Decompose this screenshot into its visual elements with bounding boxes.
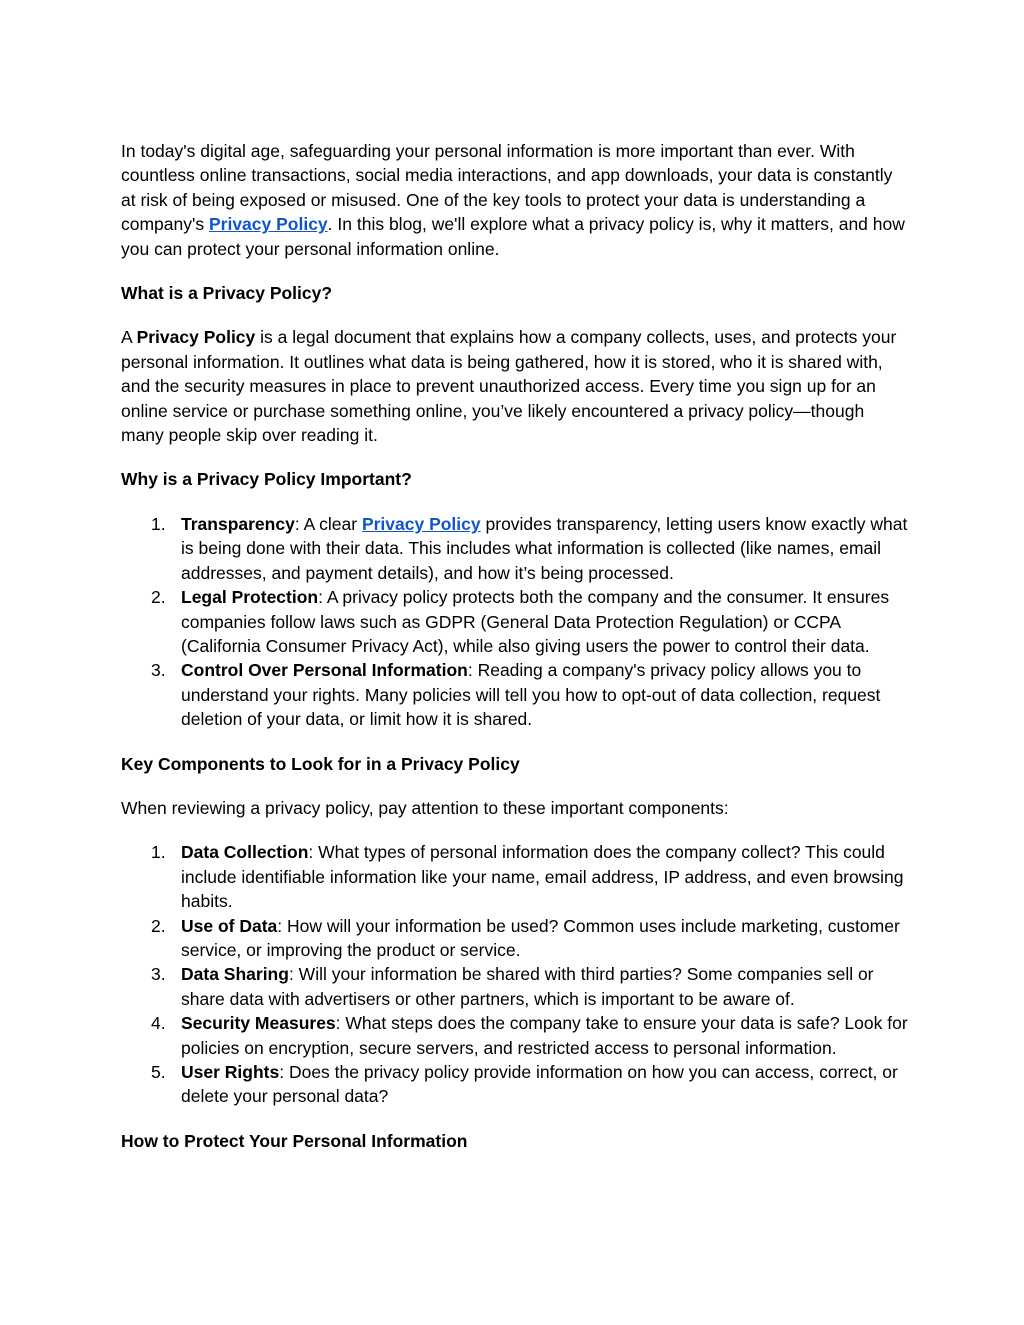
list-item: [121, 840, 911, 913]
section-heading-why-important: Why is a Privacy Policy Important?: [121, 469, 412, 490]
intro-text-start: In today's digital age, safeguarding your personal information is more important than ever. With countless online transactions, social media interactions, and app downloads, your data is constantly at risk of being exposed or misused. One of the key tools to protect your data is understanding a company's: [121, 141, 893, 235]
privacy-policy-link[interactable]: Privacy Policy: [361, 513, 481, 534]
list-item-number: 5.: [151, 1062, 166, 1082]
components-intro-paragraph: When reviewing a privacy policy, pay attention to these important components:: [121, 797, 729, 818]
list-item-text: : A privacy policy protects both the company and the consumer. It ensures companies follow laws such as GDPR (General Data Protection Regulation) or CCPA (California Consumer Privacy Act), while also giving users the power to control their data.: [181, 587, 890, 656]
list-item-number: 2.: [151, 587, 166, 608]
list-item-number: 1.: [151, 513, 166, 534]
definition-text: is a legal document that explains how a company collects, uses, and protects your personal information. It outlines what data is being gathered, how it is stored, who it is shared with, and the security measures in place to prevent unauthorized access. Every time you sign up for an online service or purchase something online, you’ve likely encountered a privacy policy—though many people skip over reading it.: [121, 327, 897, 446]
list-item-term: Control Over Personal Information: [181, 660, 468, 681]
list-item-text: : Does the privacy policy provide information on how you can access, correct, or delete your personal data?: [181, 1062, 898, 1107]
list-item-number: 3.: [151, 964, 166, 985]
list-item-term: Security Measures: [181, 1013, 336, 1034]
section-heading-what-is: What is a Privacy Policy?: [121, 283, 333, 304]
importance-list: [121, 512, 911, 732]
list-item: [121, 658, 911, 731]
definition-text-start: A: [121, 327, 137, 348]
definition-term: Privacy Policy: [136, 327, 256, 348]
document-body: [121, 139, 911, 1173]
list-item: [121, 1060, 911, 1109]
intro-text-end: . In this blog, we'll explore what a privacy policy is, why it matters, and how you can protect your personal information online.: [121, 214, 905, 259]
list-item: [121, 914, 911, 963]
list-item: [121, 512, 911, 585]
list-item-term: Data Collection: [181, 842, 309, 863]
list-item-text: : How will your information be used? Common uses include marketing, customer service, or improving the product or service.: [181, 915, 900, 960]
list-item-text: provides transparency, letting users know exactly what is being done with their data. This includes what information is collected (like names, email addresses, and payment details), and how it’s being processed.: [181, 513, 908, 583]
list-item-number: 3.: [151, 660, 166, 681]
definition-paragraph: [121, 325, 911, 447]
privacy-policy-link[interactable]: Privacy Policy: [208, 214, 328, 235]
list-item-number: 4.: [151, 1013, 166, 1034]
list-item: [121, 585, 911, 658]
list-item-term: Transparency: [181, 513, 295, 534]
components-list: [121, 840, 911, 1108]
list-item-number: 2.: [151, 915, 166, 936]
list-item-text: : What steps does the company take to ensure your data is safe? Look for policies on encryption, secure servers, and restricted access to personal information.: [181, 1013, 908, 1058]
list-item-term: Use of Data: [181, 915, 278, 936]
list-item-text: : Reading a company's privacy policy allows you to understand your rights. Many policies will tell you how to opt-out of data collection, request deletion of your data, or limit how it is shared.: [181, 660, 881, 730]
list-item-number: 1.: [151, 842, 166, 863]
list-item-term: User Rights: [181, 1062, 280, 1082]
list-item-text: : What types of personal information does the company collect? This could include identifiable information like your name, email address, IP address, and even browsing habits.: [181, 842, 904, 912]
section-heading-key-components: Key Components to Look for in a Privacy Policy: [121, 753, 520, 774]
section-heading-how-to-protect: How to Protect Your Personal Information: [121, 1130, 468, 1151]
intro-paragraph: [121, 139, 911, 261]
list-item: [121, 962, 911, 1011]
list-item: [121, 1011, 911, 1060]
list-item-text: : A clear: [294, 513, 362, 534]
list-item-text: : Will your information be shared with third parties? Some companies sell or share data with advertisers or other partners, which is important to be aware of.: [181, 964, 874, 1009]
list-item-term: Legal Protection: [181, 587, 319, 608]
list-item-term: Data Sharing: [181, 964, 289, 985]
